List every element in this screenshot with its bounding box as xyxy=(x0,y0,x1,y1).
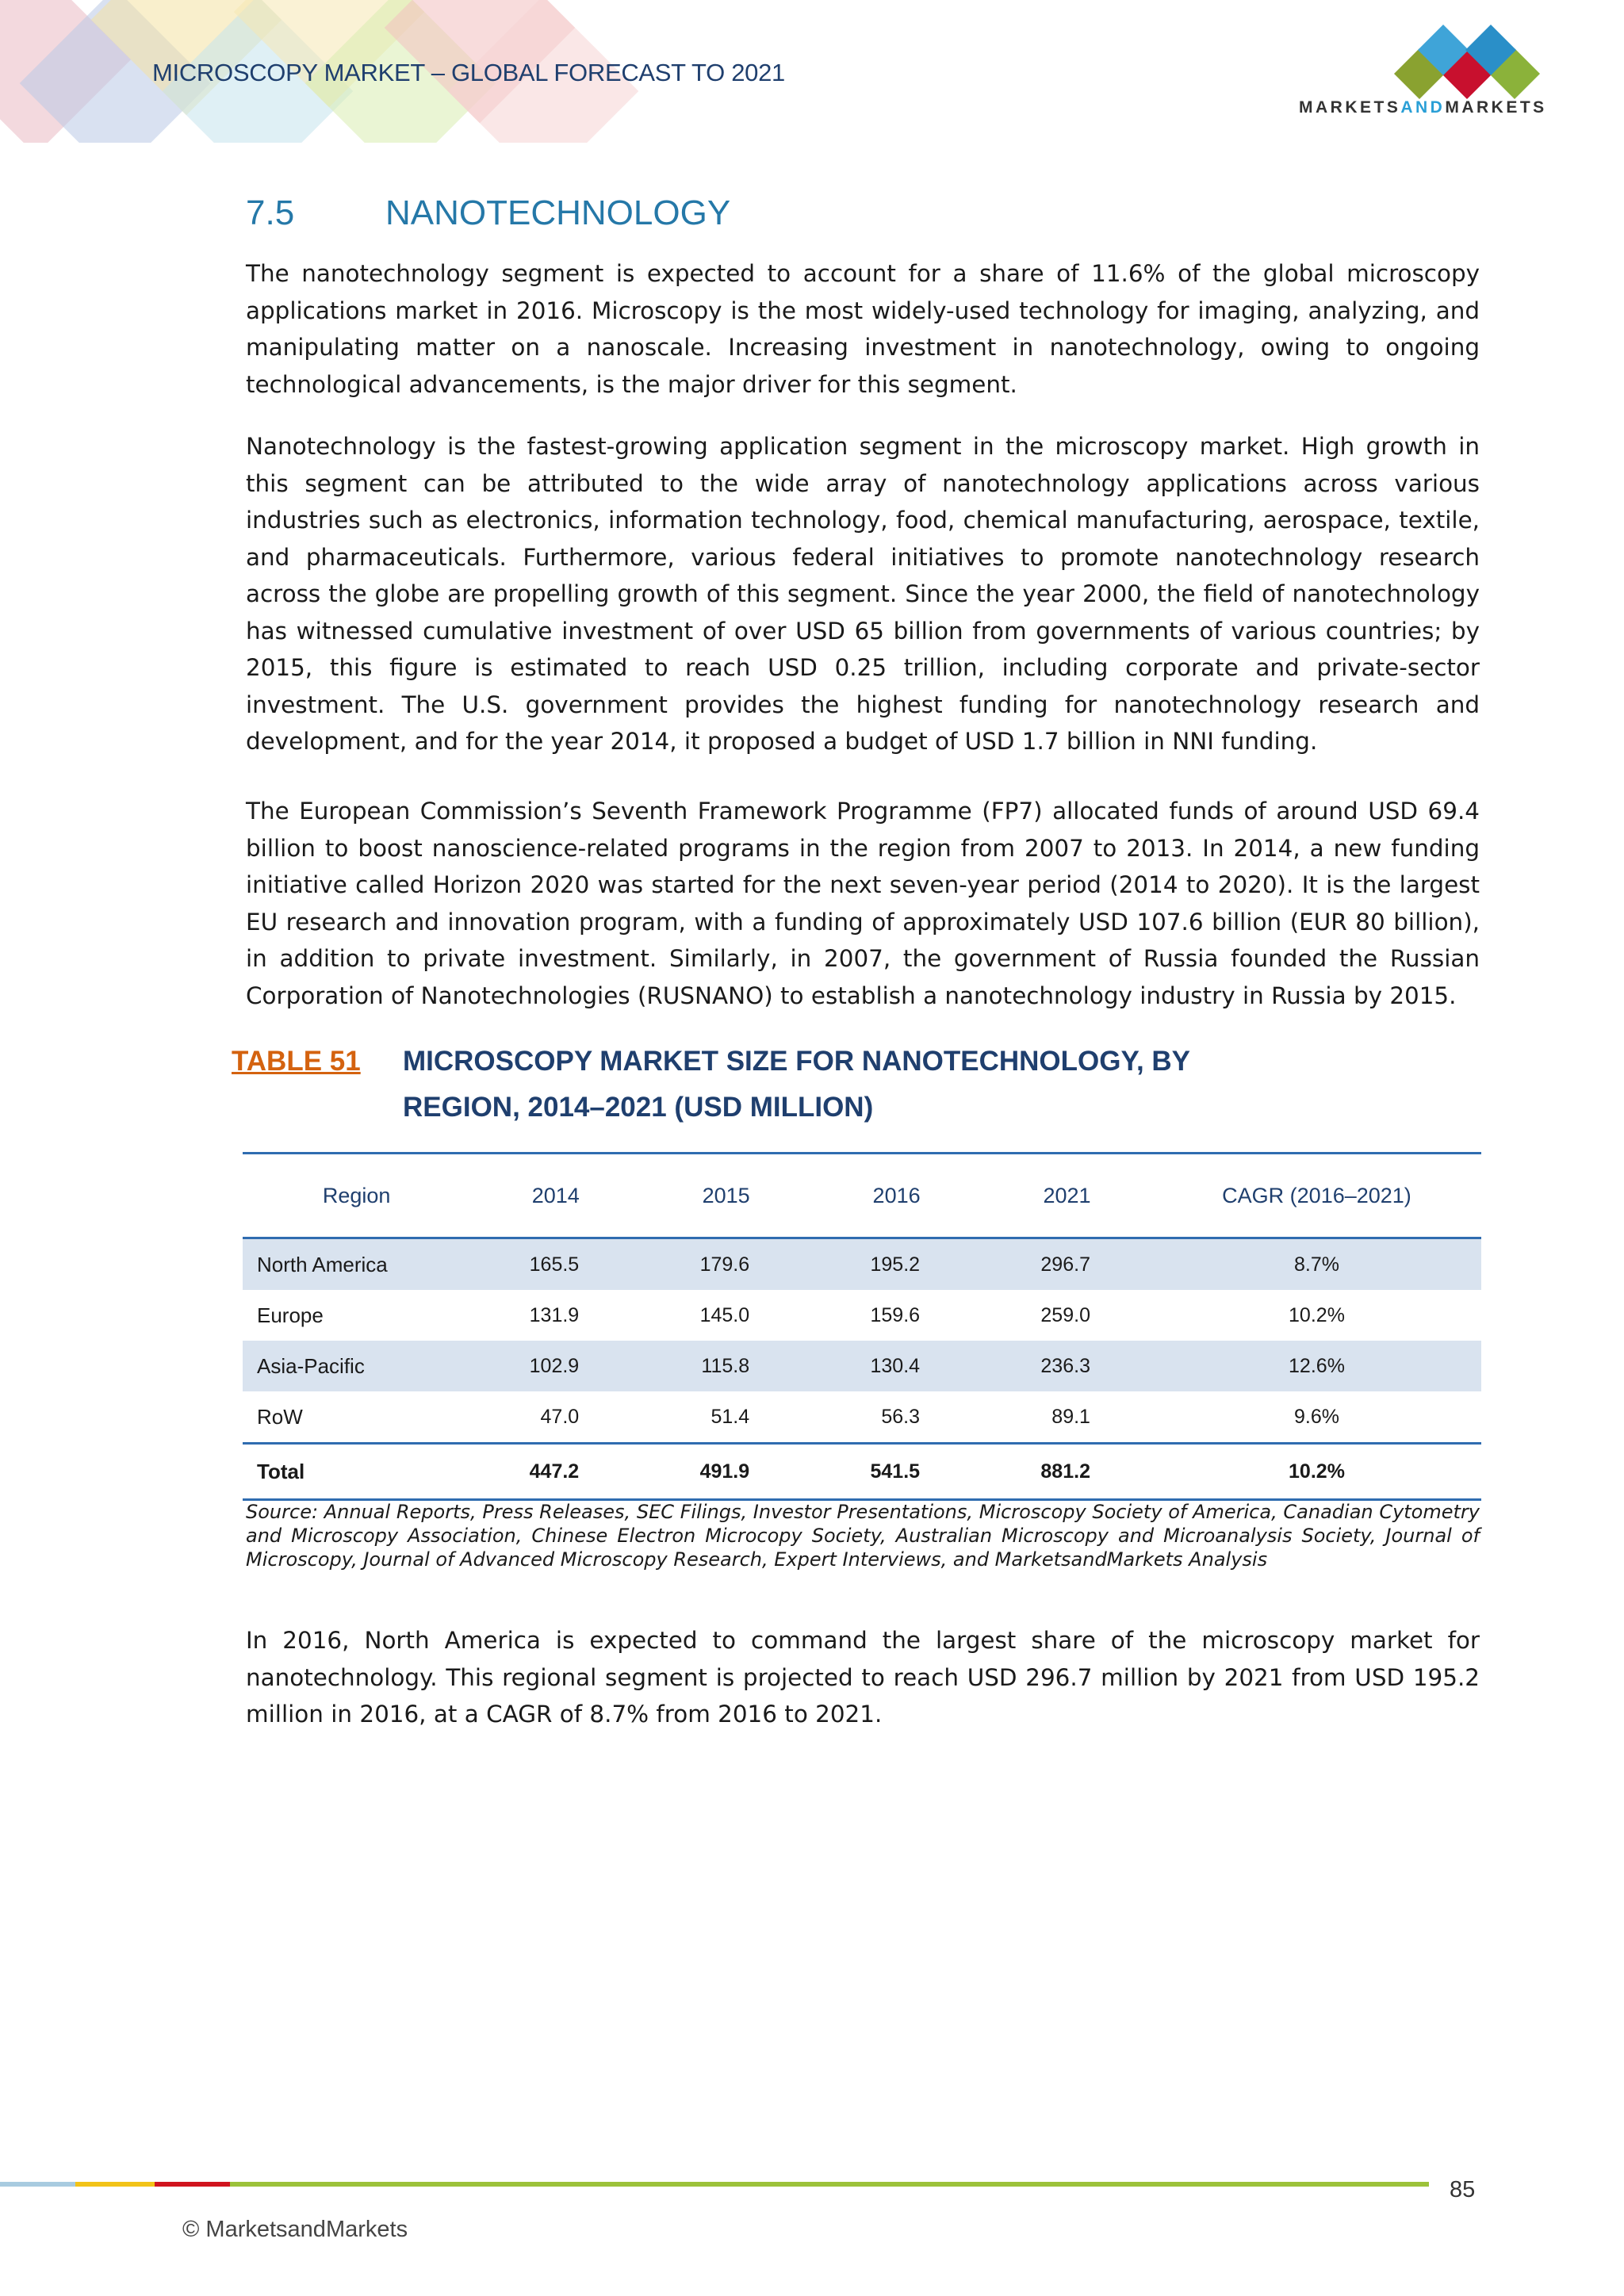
cell-region: Europe xyxy=(257,1303,324,1327)
section-number: 7.5 xyxy=(246,193,295,232)
cell-value: 195.2 xyxy=(811,1238,982,1291)
cell-value: 47.0 xyxy=(540,1405,580,1428)
cell-value: 236.3 xyxy=(982,1341,1152,1391)
cell-region: RoW xyxy=(257,1404,303,1429)
cell-value: 56.3 xyxy=(881,1405,921,1428)
section-title: NANOTECHNOLOGY xyxy=(385,193,731,232)
cell-value: 259.0 xyxy=(1040,1303,1090,1326)
cell-region: Total xyxy=(243,1444,470,1500)
table-row xyxy=(243,1341,1481,1391)
table-source-note: Source: Annual Reports, Press Releases, SEC Filings, Investor Presentations, Microscopy Society of America, Canadian Cytometry and Microscopy Association, Chinese Electron Microcopy Society, Australian Microscopy and Microanalysis Society, Journal of Microscopy, Journal of Advanced Microscopy Research, Expert Interviews, and MarketsandMarkets Analysis xyxy=(246,1501,1480,1571)
cell-value: 541.5 xyxy=(811,1444,982,1500)
section-heading xyxy=(246,193,730,233)
table-row xyxy=(243,1290,1481,1341)
closing-paragraph: In 2016, North America is expected to command the largest share of the microscopy market for nanotechnology. This regional segment is projected to reach USD 296.7 million by 2021 from USD 195.2 million in 2016, at a CAGR of 8.7% from 2016 to 2021. xyxy=(246,1627,1480,1728)
cell-cagr: 10.2% xyxy=(1289,1303,1345,1326)
cell-value: 102.9 xyxy=(470,1341,641,1391)
footer-bar-segment xyxy=(155,2182,230,2187)
cell-region: Asia-Pacific xyxy=(243,1341,470,1391)
cell-cagr: 12.6% xyxy=(1152,1341,1481,1391)
table-caption xyxy=(232,1039,1275,1131)
header-region: Region xyxy=(243,1154,470,1238)
body-paragraph-3: The European Commission’s Seventh Framework Programme (FP7) allocated funds of around USD 69.4 billion to boost nanoscience-related programs in the region from 2007 to 2013. In 2014, a new funding initiative called Horizon 2020 was started for the next seven-year period (2014 to 2020). It is the largest EU research and innovation program, with a funding of approximately USD 107.6 billion (EUR 80 billion), in addition to private investment. Similarly, in 2007, the government of Russia founded the Russian Corporation of Nanotechnologies (RUSNANO) to establish a nanotechnology industry in Russia by 2015. xyxy=(246,798,1480,1009)
cell-value: 296.7 xyxy=(982,1238,1152,1291)
cell-cagr: 10.2% xyxy=(1152,1444,1481,1500)
cell-region: North America xyxy=(243,1238,470,1291)
footer-bar-segment xyxy=(230,2182,1429,2187)
header-cagr: CAGR (2016–2021) xyxy=(1152,1154,1481,1238)
header-2015: 2015 xyxy=(641,1154,811,1238)
cell-value: 881.2 xyxy=(982,1444,1152,1500)
cell-cagr: 8.7% xyxy=(1152,1238,1481,1291)
cell-value: 89.1 xyxy=(1051,1405,1090,1428)
header-2014: 2014 xyxy=(470,1154,641,1238)
table-total-row xyxy=(243,1444,1481,1500)
cell-value: 131.9 xyxy=(529,1303,580,1326)
cell-value: 159.6 xyxy=(870,1303,921,1326)
copyright-notice: © MarketsandMarkets xyxy=(182,2217,408,2242)
cell-value: 145.0 xyxy=(699,1303,750,1326)
cell-value: 179.6 xyxy=(641,1238,811,1291)
table-row xyxy=(243,1391,1481,1444)
table-row xyxy=(243,1238,1481,1291)
table-label-link[interactable]: TABLE 51 xyxy=(232,1046,361,1077)
running-title: MICROSCOPY MARKET – GLOBAL FORECAST TO 2021 xyxy=(152,59,785,86)
page-number: 85 xyxy=(1450,2177,1476,2202)
cell-value: 447.2 xyxy=(470,1444,641,1500)
cell-value: 51.4 xyxy=(710,1405,750,1428)
cell-value: 115.8 xyxy=(641,1341,811,1391)
logo-wordmark: MARKETSANDMARKETS xyxy=(1299,98,1547,117)
table-header-row xyxy=(243,1154,1481,1238)
footer-bar-segment xyxy=(0,2182,75,2187)
market-size-table xyxy=(243,1152,1481,1501)
cell-value: 130.4 xyxy=(811,1341,982,1391)
table-title: MICROSCOPY MARKET SIZE FOR NANOTECHNOLOGY, BY REGION, 2014–2021 (USD MILLION) xyxy=(403,1046,1190,1123)
body-paragraph-1: The nanotechnology segment is expected to account for a share of 11.6% of the global microscopy applications market in 2016. Microscopy is the most widely-used technology for imaging, analyzing, and manipulating matter on a nanoscale. Increasing investment in nanotechnology, owing to ongoing technological advancements, is the major driver for this segment. xyxy=(246,260,1480,398)
footer-bar-segment xyxy=(75,2182,155,2187)
cell-value: 491.9 xyxy=(641,1444,811,1500)
cell-value: 165.5 xyxy=(470,1238,641,1291)
cell-cagr: 9.6% xyxy=(1293,1405,1339,1428)
header-2021: 2021 xyxy=(982,1154,1152,1238)
body-paragraph-2: Nanotechnology is the fastest-growing application segment in the microscopy market. High growth in this segment can be attributed to the wide array of nanotechnology applications across various industries such as electronics, information technology, food, chemical manufacturing, aerospace, textile, and pharmaceuticals. Furthermore, various federal initiatives to promote nanotechnology research across the globe are propelling growth of this segment. Since the year 2000, the field of nanotechnology has witnessed cumulative investment of over USD 65 billion from governments of various countries; by 2015, this figure is estimated to reach USD 0.25 trillion, including corporate and private-sector investment. The U.S. government provides the highest funding for nanotechnology research and development, and for the year 2014, it proposed a budget of USD 1.7 billion in NNI funding. xyxy=(246,433,1480,755)
header-2016: 2016 xyxy=(811,1154,982,1238)
